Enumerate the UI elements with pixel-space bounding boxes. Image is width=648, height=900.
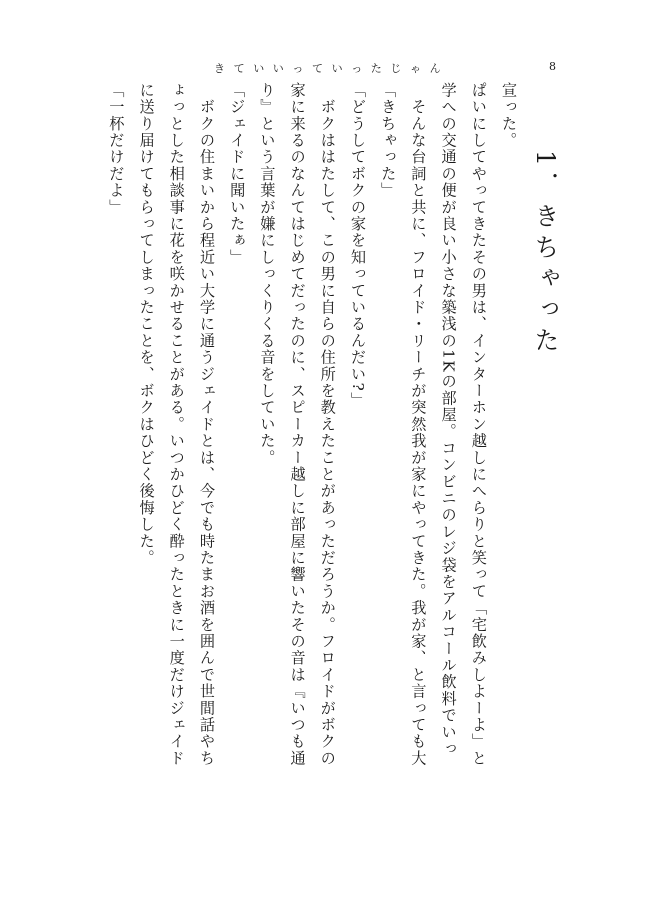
body-line: ょっとした相談事に花を咲かせることがある。いつかひどく酔ったときに一度だけジェイド: [167, 82, 186, 767]
body-text: [101, 82, 524, 822]
chapter-title: 1．きちゃった: [531, 150, 560, 358]
page-number: 8: [549, 60, 556, 73]
body-line: に送り届けてもらってしまったことを、ボクはひどく後悔した。: [137, 82, 156, 567]
body-line: り』という言葉が嫌にしっくりくる音をしていた。: [258, 82, 277, 467]
body-line: 家に来るのなんてはじめてだったのに、スピーカー越しに部屋に響いたその音は『いつも通: [288, 82, 307, 767]
body-line: 「ジェイドに聞いたぁ」: [228, 82, 247, 266]
body-line: ぱいにしてやってきたその男は、インターホン越しにへらりと笑って「宅飲みしよーよ」と: [469, 82, 488, 767]
running-header: きていいっていったじゃん: [214, 62, 450, 75]
body-line: 「一杯だけだよ」: [107, 82, 126, 216]
body-line: ボクの住まいから程近い大学に通うジェイドとは、今でも時たまお酒を囲んで世間話やち: [197, 82, 216, 767]
body-line: 「どうしてボクの家を知っているんだい?」: [348, 82, 367, 409]
body-line: そんな台詞と共に、フロイド・リーチが突然我が家にやってきた。我が家、と言っても大: [409, 82, 428, 767]
body-line: 学への交通の便が良い小さな築浅の1Kの部屋。コンビニのレジ袋をアルコール飲料でいっ: [439, 82, 458, 758]
body-line: 宣った。: [500, 82, 518, 149]
body-line: 「きちゃった」: [379, 82, 398, 199]
body-line: ボクははたして、この男に自らの住所を教えたことがあっただろうか。フロイドがボクの: [318, 82, 337, 767]
